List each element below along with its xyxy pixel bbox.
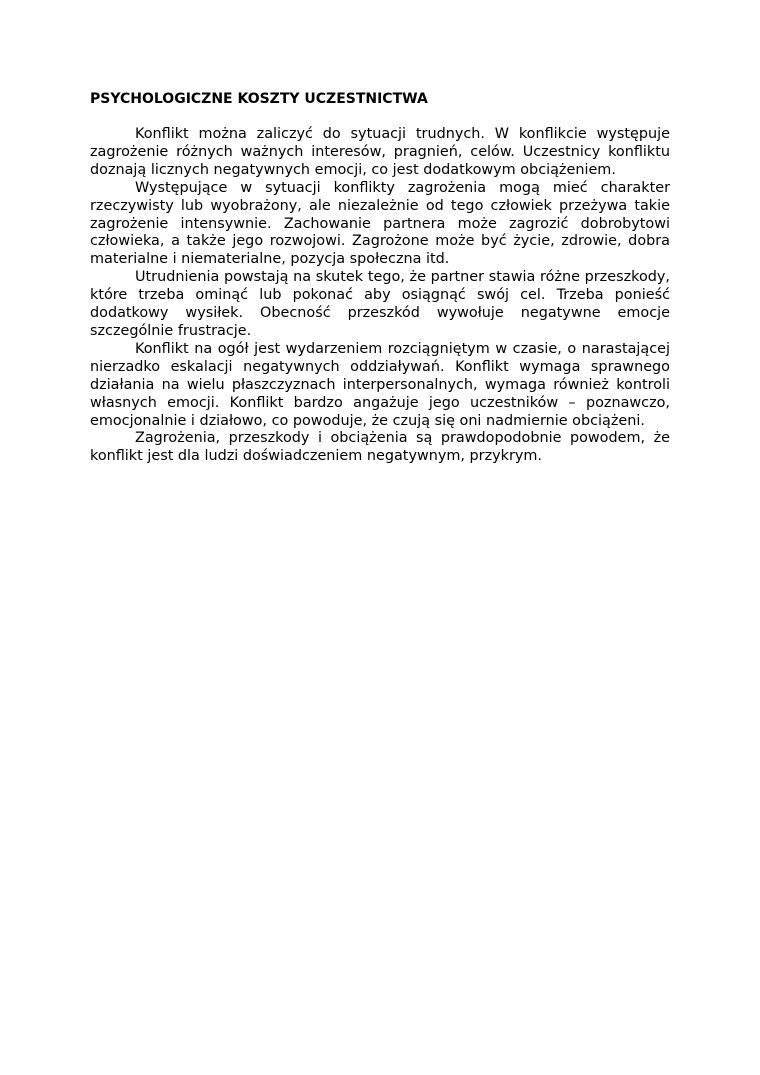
paragraph-2: Występujące w sytuacji konflikty zagrożenia mogą mieć charakter rzeczywisty lub wyobrażony, ale niezależnie od tego człowiek przeżywa takie zagrożenie intensywnie. Zachowanie partnera może zagrozić dobrobytowi człowieka, a także jego rozwojowi. Zagrożone może być życie, zdrowie, dobra materialne i niematerialne, pozycja społeczna itd. bbox=[90, 179, 670, 268]
paragraph-1: Konflikt można zaliczyć do sytuacji trudnych. W konflikcie występuje zagrożenie różnych ważnych interesów, pragnień, celów. Uczestnicy konfliktu doznają licznych negatywnych emocji, co jest dodatkowym obciążeniem. bbox=[90, 126, 670, 178]
document-title: PSYCHOLOGICZNE KOSZTY UCZESTNICTWA bbox=[90, 91, 428, 107]
document-body bbox=[90, 90, 670, 466]
paragraph-3: Utrudnienia powstają na skutek tego, że partner stawia różne przeszkody, które trzeba ominąć lub pokonać aby osiągnąć swój cel. Trzeba ponieść dodatkowy wysiłek. Obecność przeszkód wywołuje negatywne emocje szczególnie frustracje. bbox=[90, 269, 670, 339]
paragraph-4: Konflikt na ogół jest wydarzeniem rozciągniętym w czasie, o narastającej nierzadko eskalacji negatywnych oddziaływań. Konflikt wymaga sprawnego działania na wielu płaszczyznach interpersonalnych, wymaga również kontroli własnych emocji. Konflikt bardzo angażuje jego uczestników – poznawczo, emocjonalnie i działowo, co powoduje, że czują się oni nadmiernie obciążeni. bbox=[90, 340, 670, 429]
paragraph-5: Zagrożenia, przeszkody i obciążenia są prawdopodobnie powodem, że konflikt jest dla ludzi doświadczeniem negatywnym, przykrym. bbox=[90, 430, 670, 465]
